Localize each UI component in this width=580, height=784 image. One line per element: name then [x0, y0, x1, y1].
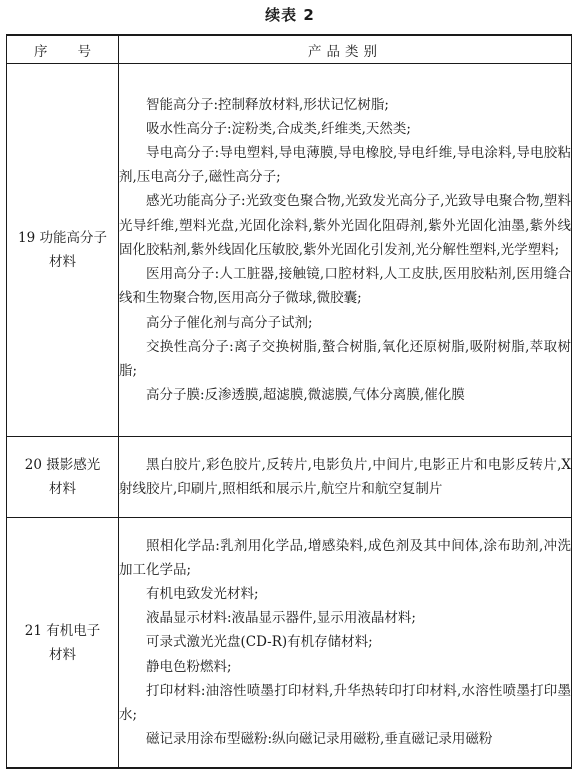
list-item: 可录式激光光盘(CD-R)有机存储材料; [146, 634, 373, 651]
row-index-line2: 材料 [49, 646, 76, 663]
row-index-line2: 材料 [49, 254, 76, 270]
list-item: 高分子催化剂与高分子试剂; [146, 314, 313, 331]
header-seq: 序号 [7, 35, 119, 64]
row-index-line1: 21 有机电子 [24, 622, 101, 639]
product-category-table [6, 34, 572, 769]
row-index-line1: 20 摄影感光 [24, 457, 101, 473]
table-row [7, 437, 572, 518]
list-item: 黑白胶片,彩色胶片,反转片,电影负片,中间片,电影正片和电影反转片,X 射线胶片,印刷片,照相纸和展示片,航空片和航空复制片 [119, 456, 571, 497]
row-index [7, 64, 119, 437]
list-item: 高分子膜:反渗透膜,超滤膜,微滤膜,气体分离膜,催化膜 [146, 387, 465, 404]
table-title: 续表 2 [265, 6, 315, 24]
table-row [7, 64, 572, 437]
row-content [119, 518, 572, 769]
list-item: 交换性高分子:离子交换树脂,螯合树脂,氧化还原树脂,吸附树脂,萃取树脂; [119, 338, 571, 379]
list-item: 磁记录用涂布型磁粉:纵向磁记录用磁粉,垂直磁记录用磁粉 [146, 731, 493, 748]
list-item: 感光功能高分子:光致变色聚合物,光致发光高分子,光致导电聚合物,塑料光导纤维,塑料光盘,光固化涂料,紫外光固化阻碍剂,紫外光固化油墨,紫外线固化胶粘剂,紫外线固化压敏胶,紫外光固化引发剂,光分解性塑料,光学塑料; [119, 193, 571, 258]
list-item: 静电色粉燃料; [146, 658, 232, 675]
list-item: 导电高分子:导电塑料,导电薄膜,导电橡胶,导电纤维,导电涂料,导电胶粘剂,压电高分子,磁性高分子; [119, 145, 571, 186]
list-item: 照相化学品:乳剂用化学品,增感染料,成色剂及其中间体,涂布助剂,冲洗加工化学品; [119, 537, 571, 578]
list-item: 智能高分子:控制释放材料,形状记忆树脂; [146, 96, 389, 113]
list-item: 医用高分子:人工脏器,接触镜,口腔材料,人工皮肤,医用胶粘剂,医用缝合线和生物聚合物,医用高分子微球,微胶囊; [119, 266, 571, 307]
row-index-line2: 材料 [49, 481, 76, 497]
list-item: 有机电致发光材料; [146, 585, 259, 602]
list-item: 液晶显示材料:液晶显示器件,显示用液晶材料; [146, 610, 416, 627]
row-index [7, 437, 119, 518]
table-row [7, 518, 572, 769]
row-index-line1: 19 功能高分子 [18, 230, 107, 246]
list-item: 吸水性高分子:淀粉类,合成类,纤维类,天然类; [146, 120, 411, 137]
row-content [119, 64, 572, 437]
row-index [7, 518, 119, 769]
table-header-row [7, 35, 572, 64]
row-content [119, 437, 572, 518]
header-category: 产品类别 [119, 35, 572, 64]
list-item: 打印材料:油溶性喷墨打印材料,升华热转印打印材料,水溶性喷墨打印墨水; [119, 682, 571, 723]
